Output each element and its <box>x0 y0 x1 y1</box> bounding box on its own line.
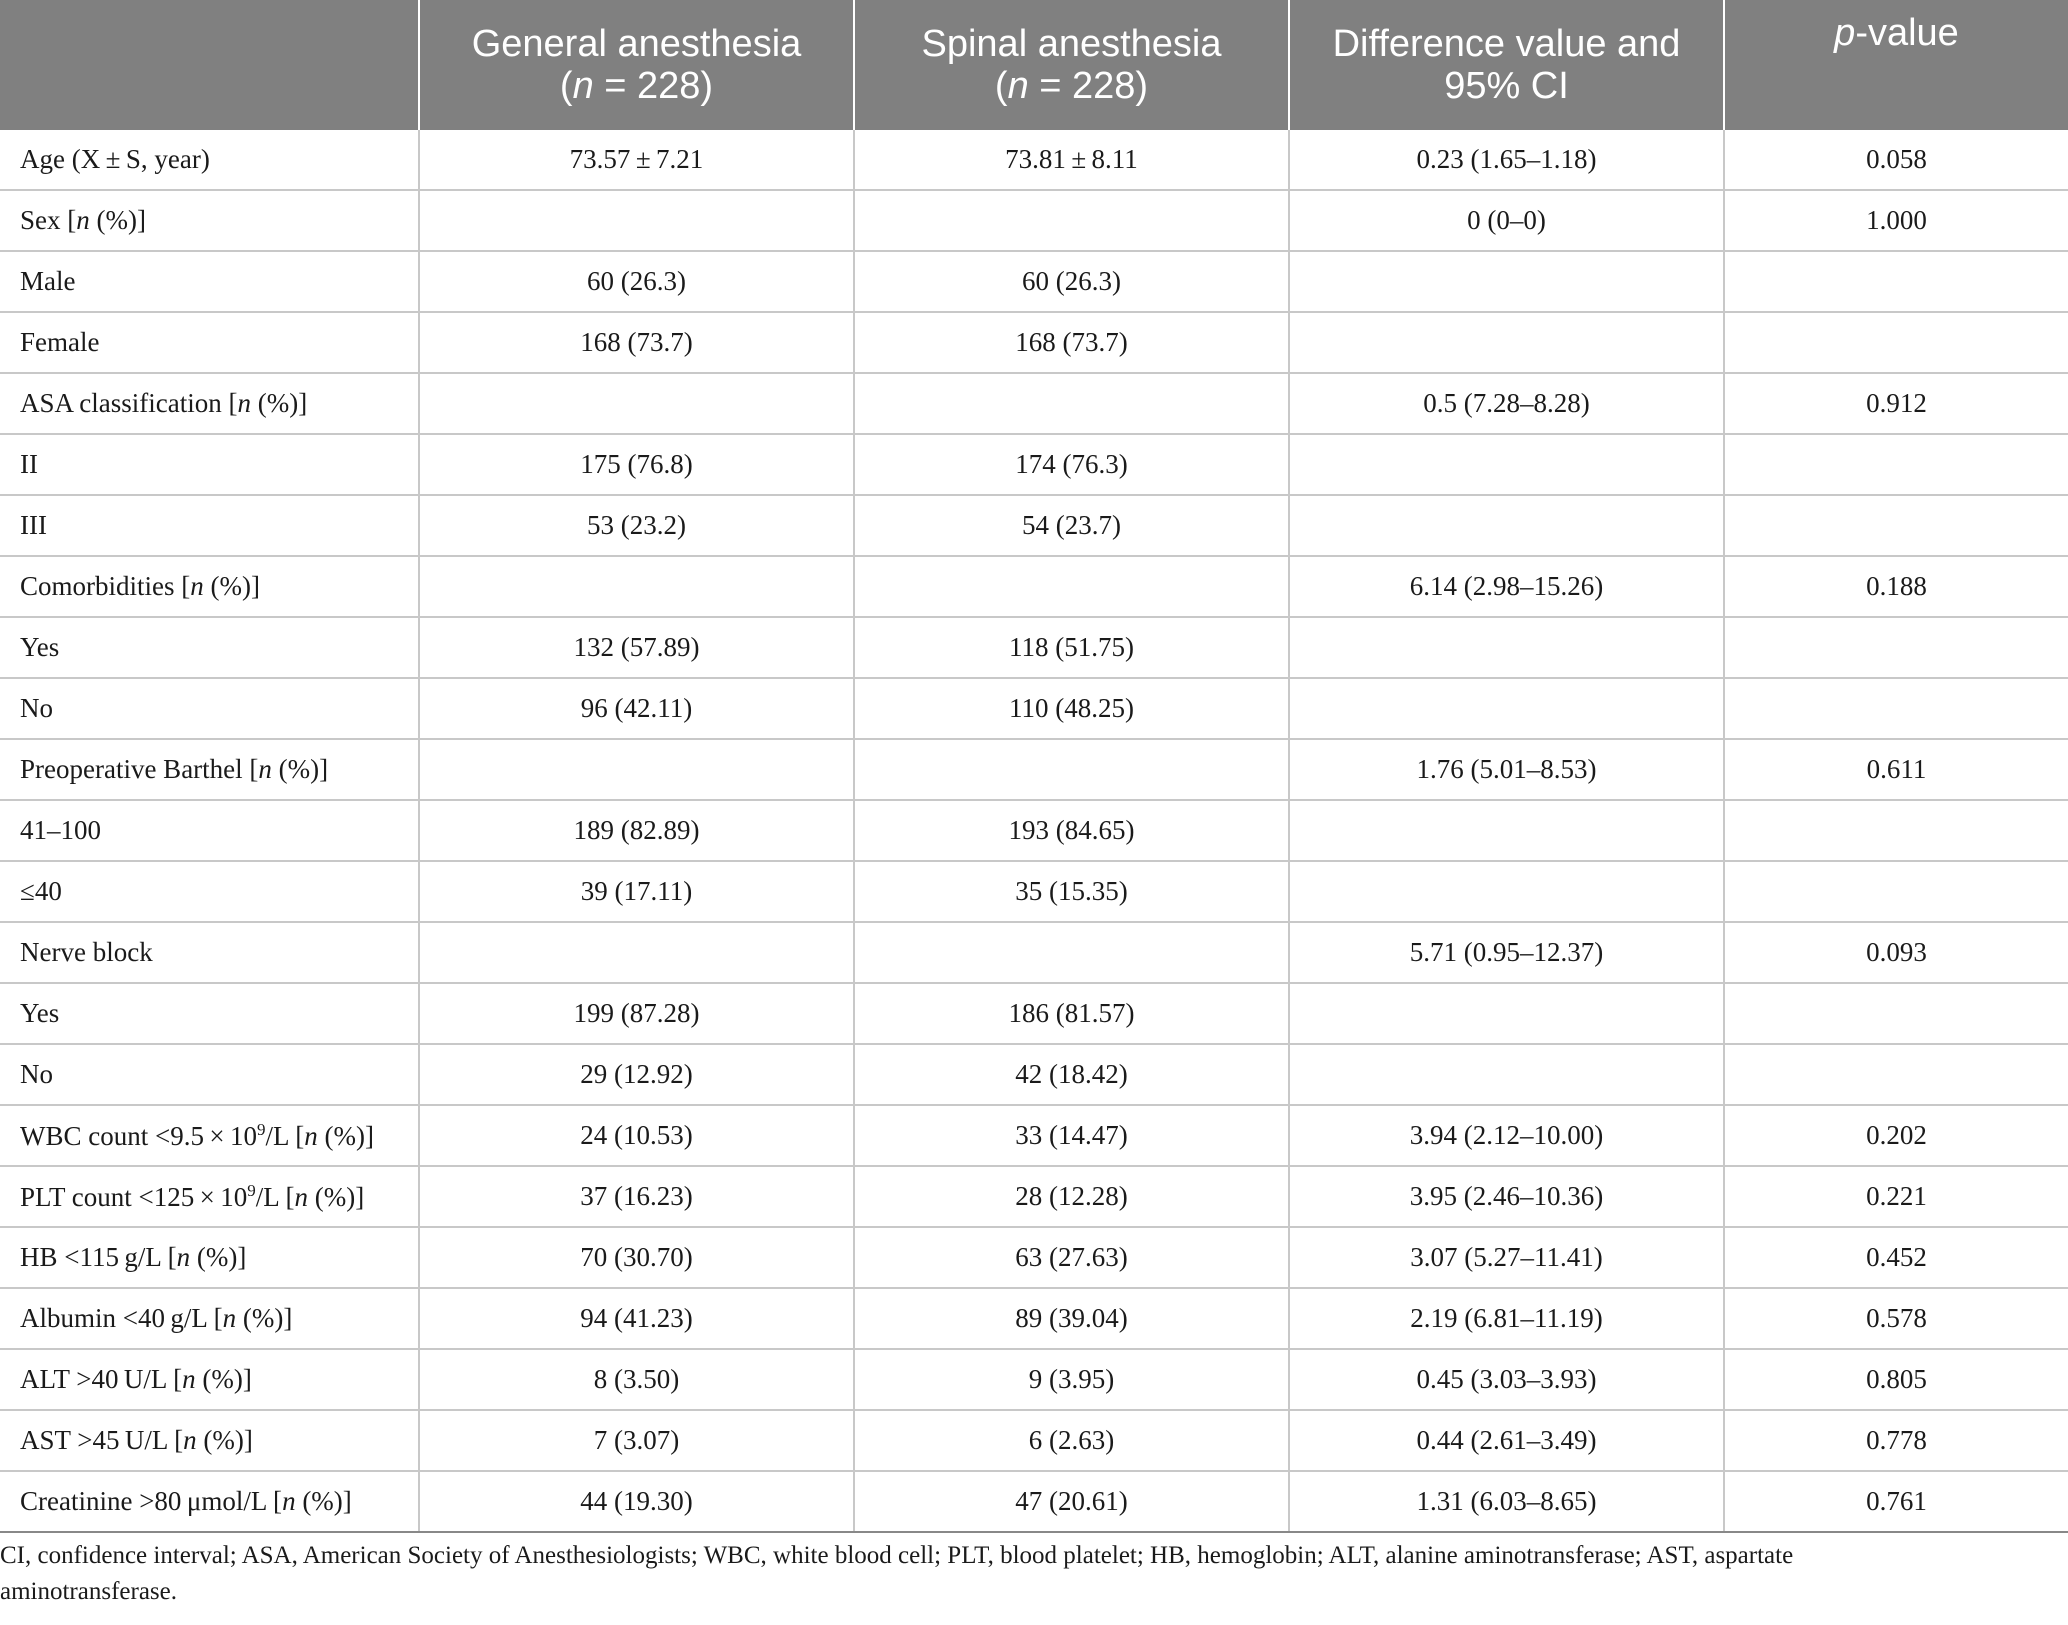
difference-value <box>1289 678 1724 739</box>
difference-value: 0.45 (3.03–3.93) <box>1289 1349 1724 1410</box>
spinal-anesthesia-value: 89 (39.04) <box>854 1288 1289 1349</box>
difference-value: 1.31 (6.03–8.65) <box>1289 1471 1724 1532</box>
general-anesthesia-value: 199 (87.28) <box>419 983 854 1044</box>
row-label-post: (%)] <box>295 1486 352 1516</box>
header-spinal-anesthesia-title: Spinal anesthesia <box>921 23 1222 65</box>
header-general-anesthesia <box>419 0 854 130</box>
difference-value: 3.07 (5.27–11.41) <box>1289 1227 1724 1288</box>
header-row <box>0 0 2068 130</box>
header-spinal-n-symbol: n <box>1007 65 1029 107</box>
row-label-pre: PLT count <125 × 10 <box>20 1181 248 1212</box>
p-value <box>1724 617 2068 678</box>
row-label-post: (%)] <box>195 1364 252 1394</box>
spinal-anesthesia-value: 110 (48.25) <box>854 678 1289 739</box>
spinal-anesthesia-value: 174 (76.3) <box>854 434 1289 495</box>
p-value: 0.912 <box>1724 373 2068 434</box>
table-row <box>0 861 2068 922</box>
p-value <box>1724 251 2068 312</box>
spinal-anesthesia-value: 118 (51.75) <box>854 617 1289 678</box>
table-footnote: CI, confidence interval; ASA, American Society of Anesthesiologists; WBC, white blood cell; PLT, blood platelet; HB, hemoglobin; ALT, alanine aminotransferase; AST, aspartate aminotransferase. <box>0 1542 1794 1605</box>
table-row <box>0 556 2068 617</box>
p-value: 1.000 <box>1724 190 2068 251</box>
spinal-anesthesia-value: 47 (20.61) <box>854 1471 1289 1532</box>
general-anesthesia-value: 24 (10.53) <box>419 1105 854 1166</box>
row-label-mid: /L [ <box>265 1120 305 1151</box>
p-value <box>1724 495 2068 556</box>
row-label <box>0 1166 419 1227</box>
table-row <box>0 130 2068 190</box>
p-value: 0.611 <box>1724 739 2068 800</box>
row-label-it: n <box>222 1303 237 1333</box>
row-label: II <box>0 434 419 495</box>
table-row <box>0 251 2068 312</box>
table-row <box>0 983 2068 1044</box>
header-general-anesthesia-n: (n = 228) <box>559 65 714 107</box>
p-value: 0.578 <box>1724 1288 2068 1349</box>
spinal-anesthesia-value: 186 (81.57) <box>854 983 1289 1044</box>
general-anesthesia-value: 60 (26.3) <box>419 251 854 312</box>
row-label-it: n <box>183 1425 197 1455</box>
row-label <box>0 739 419 800</box>
difference-value: 0 (0–0) <box>1289 190 1724 251</box>
row-label <box>0 1349 419 1410</box>
spinal-anesthesia-value: 9 (3.95) <box>854 1349 1289 1410</box>
row-label: Yes <box>0 983 419 1044</box>
spinal-anesthesia-value: 168 (73.7) <box>854 312 1289 373</box>
header-spinal-anesthesia-n: (n = 228) <box>994 65 1149 107</box>
row-label-pre: WBC count <9.5 × 10 <box>20 1120 258 1151</box>
spinal-anesthesia-value: 63 (27.63) <box>854 1227 1289 1288</box>
table-row <box>0 190 2068 251</box>
p-value: 0.452 <box>1724 1227 2068 1288</box>
p-value: 0.221 <box>1724 1166 2068 1227</box>
table-row <box>0 312 2068 373</box>
spinal-anesthesia-value: 73.81 ± 8.11 <box>854 130 1289 190</box>
header-spinal-n-value: = 228) <box>1028 65 1149 107</box>
row-label-it: n <box>304 1120 318 1151</box>
row-label: Yes <box>0 617 419 678</box>
spinal-anesthesia-value <box>854 190 1289 251</box>
difference-value <box>1289 312 1724 373</box>
table-row <box>0 434 2068 495</box>
p-value: 0.805 <box>1724 1349 2068 1410</box>
spinal-anesthesia-value <box>854 556 1289 617</box>
general-anesthesia-value: 70 (30.70) <box>419 1227 854 1288</box>
difference-value <box>1289 800 1724 861</box>
table-row <box>0 495 2068 556</box>
p-value <box>1724 1044 2068 1105</box>
table-row <box>0 1044 2068 1105</box>
row-label <box>0 1227 419 1288</box>
table-row <box>0 678 2068 739</box>
general-anesthesia-value: 73.57 ± 7.21 <box>419 130 854 190</box>
row-label-pre: Creatinine >80 μmol/L [ <box>20 1486 283 1516</box>
general-anesthesia-value <box>419 190 854 251</box>
row-label-it: n <box>258 754 272 784</box>
row-label-pre: HB <115 g/L [ <box>20 1242 177 1272</box>
header-spinal-anesthesia <box>854 0 1289 130</box>
row-label: Nerve block <box>0 922 419 983</box>
row-label-post: (%)] <box>203 571 260 601</box>
table-row <box>0 1471 2068 1532</box>
p-value: 0.761 <box>1724 1471 2068 1532</box>
header-variable <box>0 0 419 130</box>
general-anesthesia-value <box>419 373 854 434</box>
difference-value: 0.23 (1.65–1.18) <box>1289 130 1724 190</box>
table-row <box>0 1105 2068 1166</box>
row-label: Male <box>0 251 419 312</box>
header-difference-line1: Difference value and <box>1332 23 1681 65</box>
difference-value <box>1289 495 1724 556</box>
difference-value <box>1289 983 1724 1044</box>
header-p-rest: -value <box>1855 12 1959 54</box>
row-label-it: n <box>282 1486 296 1516</box>
p-value <box>1724 861 2068 922</box>
general-anesthesia-value: 94 (41.23) <box>419 1288 854 1349</box>
row-label <box>0 373 419 434</box>
difference-value <box>1289 1044 1724 1105</box>
p-value <box>1724 434 2068 495</box>
difference-value: 0.44 (2.61–3.49) <box>1289 1410 1724 1471</box>
row-label <box>0 1288 419 1349</box>
row-label <box>0 556 419 617</box>
row-label-pre: ALT >40 U/L [ <box>20 1364 183 1394</box>
general-anesthesia-value: 189 (82.89) <box>419 800 854 861</box>
p-value: 0.202 <box>1724 1105 2068 1166</box>
row-label: III <box>0 495 419 556</box>
general-anesthesia-value: 29 (12.92) <box>419 1044 854 1105</box>
difference-value <box>1289 617 1724 678</box>
header-general-n-value: = 228) <box>593 65 714 107</box>
header-p-symbol: p <box>1834 12 1856 54</box>
difference-value: 3.94 (2.12–10.00) <box>1289 1105 1724 1166</box>
p-value <box>1724 312 2068 373</box>
header-difference-line2: 95% CI <box>1444 65 1569 107</box>
row-label-post: (%)] <box>236 1303 293 1333</box>
row-label: ≤40 <box>0 861 419 922</box>
general-anesthesia-value: 132 (57.89) <box>419 617 854 678</box>
p-value: 0.778 <box>1724 1410 2068 1471</box>
difference-value: 0.5 (7.28–8.28) <box>1289 373 1724 434</box>
row-label-it: n <box>76 205 90 235</box>
table-row <box>0 800 2068 861</box>
p-value <box>1724 983 2068 1044</box>
general-anesthesia-value: 39 (17.11) <box>419 861 854 922</box>
table-row <box>0 739 2068 800</box>
row-label-it: n <box>182 1364 196 1394</box>
spinal-anesthesia-value: 33 (14.47) <box>854 1105 1289 1166</box>
general-anesthesia-value: 175 (76.8) <box>419 434 854 495</box>
header-general-n-symbol: n <box>572 65 594 107</box>
table-body <box>0 130 2068 1532</box>
row-label-pre: Comorbidities [ <box>20 571 191 601</box>
row-label <box>0 1105 419 1166</box>
row-label <box>0 190 419 251</box>
spinal-anesthesia-value: 6 (2.63) <box>854 1410 1289 1471</box>
table-row <box>0 1166 2068 1227</box>
row-label-sup: 9 <box>247 1180 256 1200</box>
table-row <box>0 373 2068 434</box>
row-label-it: n <box>176 1242 191 1272</box>
table-header <box>0 0 2068 130</box>
general-anesthesia-value: 168 (73.7) <box>419 312 854 373</box>
row-label-post: (%)] <box>190 1242 247 1272</box>
spinal-anesthesia-value: 54 (23.7) <box>854 495 1289 556</box>
general-anesthesia-value: 7 (3.07) <box>419 1410 854 1471</box>
row-label-post: (%)] <box>317 1120 374 1151</box>
row-label-post: (%)] <box>89 205 146 235</box>
spinal-anesthesia-value: 60 (26.3) <box>854 251 1289 312</box>
row-label: 41–100 <box>0 800 419 861</box>
row-label-pre: Preoperative Barthel [ <box>20 754 259 784</box>
table-row <box>0 1410 2068 1471</box>
row-label-it: n <box>237 388 251 418</box>
row-label-pre: Albumin <40 g/L [ <box>20 1303 223 1333</box>
difference-value: 5.71 (0.95–12.37) <box>1289 922 1724 983</box>
general-anesthesia-value <box>419 922 854 983</box>
row-label: Age (X ± S, year) <box>0 130 419 190</box>
row-label <box>0 1471 419 1532</box>
p-value <box>1724 678 2068 739</box>
row-label <box>0 1410 419 1471</box>
row-label-post: (%)] <box>196 1425 253 1455</box>
p-value <box>1724 800 2068 861</box>
p-value: 0.058 <box>1724 130 2068 190</box>
row-label-pre: Sex [ <box>20 205 77 235</box>
row-label-sup: 9 <box>257 1119 266 1139</box>
general-anesthesia-value: 37 (16.23) <box>419 1166 854 1227</box>
spinal-anesthesia-value: 193 (84.65) <box>854 800 1289 861</box>
row-label-it: n <box>190 571 204 601</box>
difference-value <box>1289 251 1724 312</box>
spinal-anesthesia-value: 35 (15.35) <box>854 861 1289 922</box>
general-anesthesia-value <box>419 556 854 617</box>
header-p-value <box>1724 0 2068 130</box>
general-anesthesia-value: 8 (3.50) <box>419 1349 854 1410</box>
spinal-anesthesia-value <box>854 373 1289 434</box>
general-anesthesia-value: 44 (19.30) <box>419 1471 854 1532</box>
difference-value: 6.14 (2.98–15.26) <box>1289 556 1724 617</box>
row-label-it: n <box>294 1181 309 1212</box>
spinal-anesthesia-value <box>854 739 1289 800</box>
table-row <box>0 1349 2068 1410</box>
difference-value <box>1289 861 1724 922</box>
table-row <box>0 1288 2068 1349</box>
row-label: No <box>0 678 419 739</box>
difference-value: 3.95 (2.46–10.36) <box>1289 1166 1724 1227</box>
row-label-post: (%)] <box>271 754 329 784</box>
p-value: 0.188 <box>1724 556 2068 617</box>
spinal-anesthesia-value: 42 (18.42) <box>854 1044 1289 1105</box>
row-label: No <box>0 1044 419 1105</box>
header-difference-ci <box>1289 0 1724 130</box>
p-value: 0.093 <box>1724 922 2068 983</box>
general-anesthesia-value <box>419 739 854 800</box>
row-label-post: (%)] <box>308 1181 365 1212</box>
general-anesthesia-value: 53 (23.2) <box>419 495 854 556</box>
table-row <box>0 617 2068 678</box>
header-general-anesthesia-title: General anesthesia <box>471 23 802 65</box>
general-anesthesia-value: 96 (42.11) <box>419 678 854 739</box>
difference-value <box>1289 434 1724 495</box>
table-row <box>0 1227 2068 1288</box>
row-label: Female <box>0 312 419 373</box>
spinal-anesthesia-value <box>854 922 1289 983</box>
spinal-anesthesia-value: 28 (12.28) <box>854 1166 1289 1227</box>
row-label-mid: /L [ <box>255 1181 295 1212</box>
difference-value: 1.76 (5.01–8.53) <box>1289 739 1724 800</box>
table-row <box>0 922 2068 983</box>
row-label-post: (%)] <box>250 388 308 418</box>
row-label-pre: ASA classification [ <box>20 388 238 418</box>
row-label-pre: AST >45 U/L [ <box>20 1425 184 1455</box>
difference-value: 2.19 (6.81–11.19) <box>1289 1288 1724 1349</box>
